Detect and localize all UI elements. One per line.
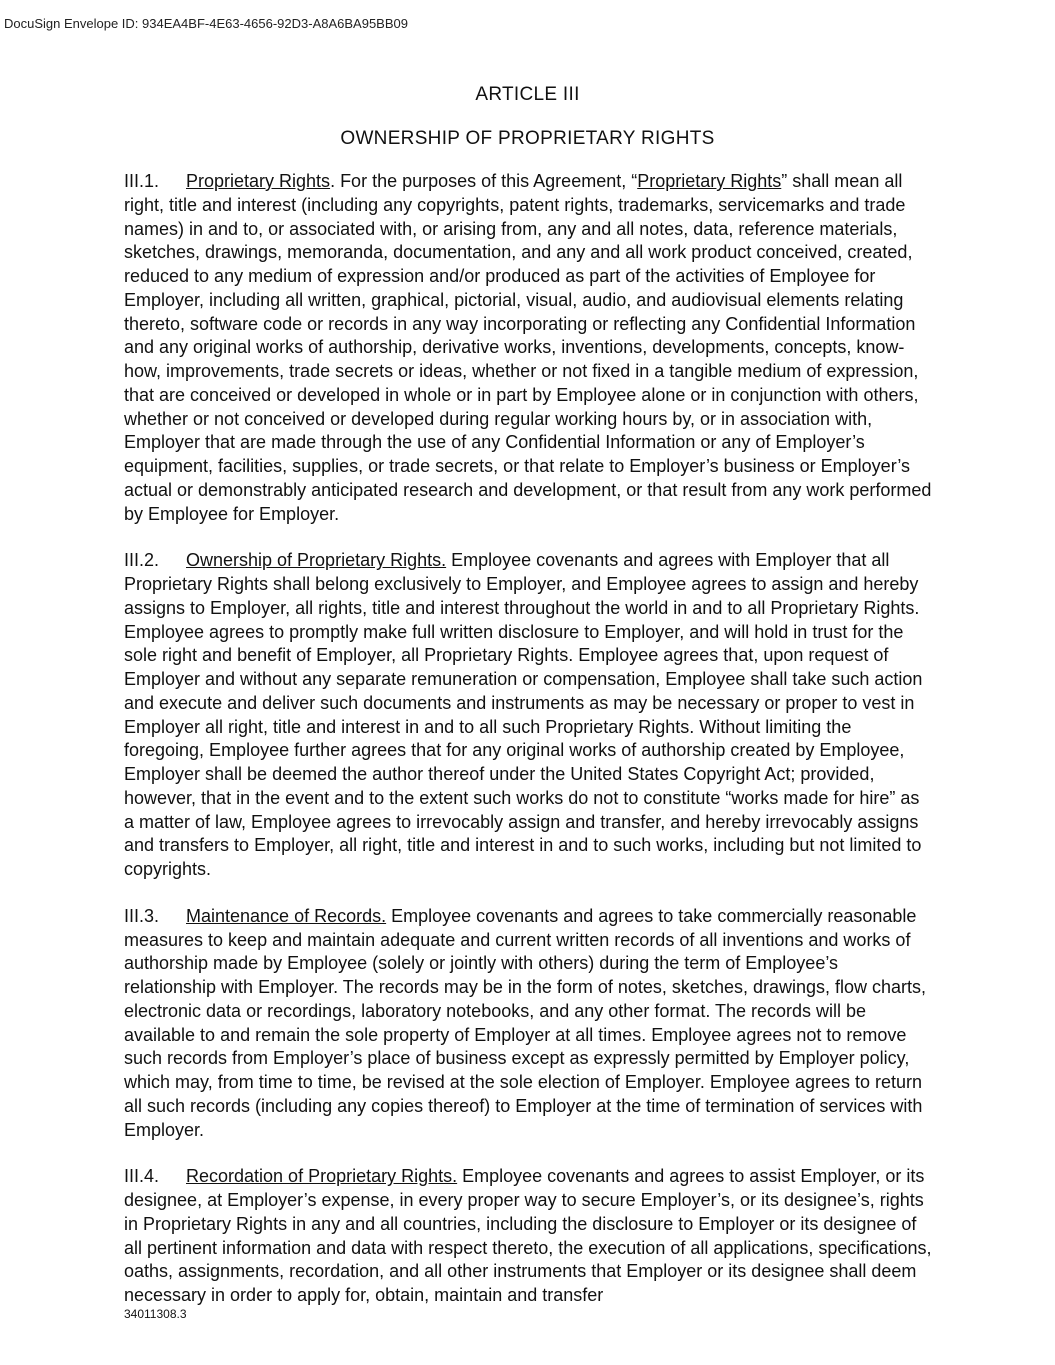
section-number: III.1. — [124, 171, 160, 191]
section-heading: Proprietary Rights — [186, 171, 331, 191]
defined-term: Proprietary Rights — [637, 171, 782, 191]
section-text: ” shall mean all right, title and interest (including any copyrights, patent rights, trademarks, servicemarks and trade names) in and to, or associated with, or arising from, any and all notes, data, reference materials, sketches, drawings, memoranda, documentation, and any and all work product conceived, created, reduced to any medium of expression and/or produced as part of the activities of Employee for Employer, including all written, graphical, pictorial, visual, audio, and audiovisual elements relating thereto, software code or records in any way incorporating or reflecting any Confidential Information and any original works of authorship, derivative works, inventions, developments, concepts, know-how, improvements, trade secrets or ideas, whether or not fixed in a tangible medium of expression, that are conceived or developed in whole or in part by Employee alone or in conjunction with others, whether or not conceived or developed during regular working hours by, or in association with, Employer that are made through the use of any Confidential Information or any of Employer’s equipment, facilities, supplies, or trade secrets, or that relate to Employer’s business or Employer’s actual or demonstrably anticipated research and development, or that result from any work performed by Employee for Employer. — [124, 171, 932, 524]
article-title: ARTICLE III — [475, 84, 580, 105]
section-number: III.4. — [124, 1166, 160, 1187]
section-text: Employee covenants and agrees with Employer that all Proprietary Rights shall belong exclusively to Employer, and Employee agrees to assign and hereby assigns to Employer, all rights, title and interest throughout the world in and to all Proprietary Rights. Employee agrees to promptly make full written disclosure to Employer, and will hold in trust for the sole right and benefit of Employer, all Proprietary Rights. Employee agrees that, upon request of Employer and without any separate remuneration or compensation, Employee shall take such action and execute and deliver such documents and instruments as may be necessary or proper to vest in Employer all right, title and interest in and to all such Proprietary Rights. Without limiting the foregoing, Employee further agrees that for any original works of authorship created by Employee, Employer shall be deemed the author thereof under the United States Copyright Act; provided, however, that in the event and to the extent such works do not to constitute “works made for hire” as a matter of law, Employee agrees to irrevocably assign and transfer, and hereby irrevocably assigns and transfers to Employer, all right, title and interest in and to such works, including but not limited to copyrights. — [124, 550, 923, 879]
docusign-envelope-id: DocuSign Envelope ID: 934EA4BF-4E63-4656-92D3-A8A6BA95BB09 — [4, 16, 408, 31]
section-ownership — [124, 549, 933, 882]
document-number: 34011308.3 — [124, 1307, 187, 1321]
section-text: . For the purposes of this Agreement, “ — [330, 171, 638, 191]
section-number: III.3. — [124, 905, 160, 926]
section-proprietary-rights — [124, 170, 933, 526]
document-body — [124, 170, 933, 1331]
section-heading: Ownership of Proprietary Rights. — [186, 550, 447, 571]
section-text: Employee covenants and agrees to take commercially reasonable measures to keep and maintain adequate and current written records of all inventions and works of authorship made by Employee (solely or jointly with others) during the term of Employee’s relationship with Employer. The records may be in the form of notes, sketches, drawings, flow charts, electronic data or recordings, laboratory notebooks, and any other format. The records will be available to and remain the sole property of Employer at all times. Employee agrees not to remove such records from Employer’s place of business except as expressly permitted by Employer policy, which may, from time to time, be revised at the sole election of Employer. Employee agrees to return all such records (including any copies thereof) to Employer at the time of termination of services with Employer. — [124, 905, 927, 1140]
section-heading: Maintenance of Records. — [186, 905, 387, 926]
article-subtitle: OWNERSHIP OF PROPRIETARY RIGHTS — [340, 128, 715, 149]
section-maintenance-of-records — [124, 905, 933, 1143]
section-number: III.2. — [124, 550, 160, 571]
section-text: Employee covenants and agrees to assist Employer, or its designee, at Employer’s expense, in every proper way to secure Employer’s, or its designee’s, rights in Proprietary Rights in any and all countries, including the disclosure to Employer or its designee of all pertinent information and data with respect thereto, the execution of all applications, specifications, oaths, assignments, recordation, and all other instruments that Employer or its designee shall deem necessary in order to apply for, obtain, maintain and transfer — [124, 1166, 932, 1305]
section-heading: Recordation of Proprietary Rights. — [186, 1166, 458, 1187]
section-recordation — [124, 1165, 933, 1308]
